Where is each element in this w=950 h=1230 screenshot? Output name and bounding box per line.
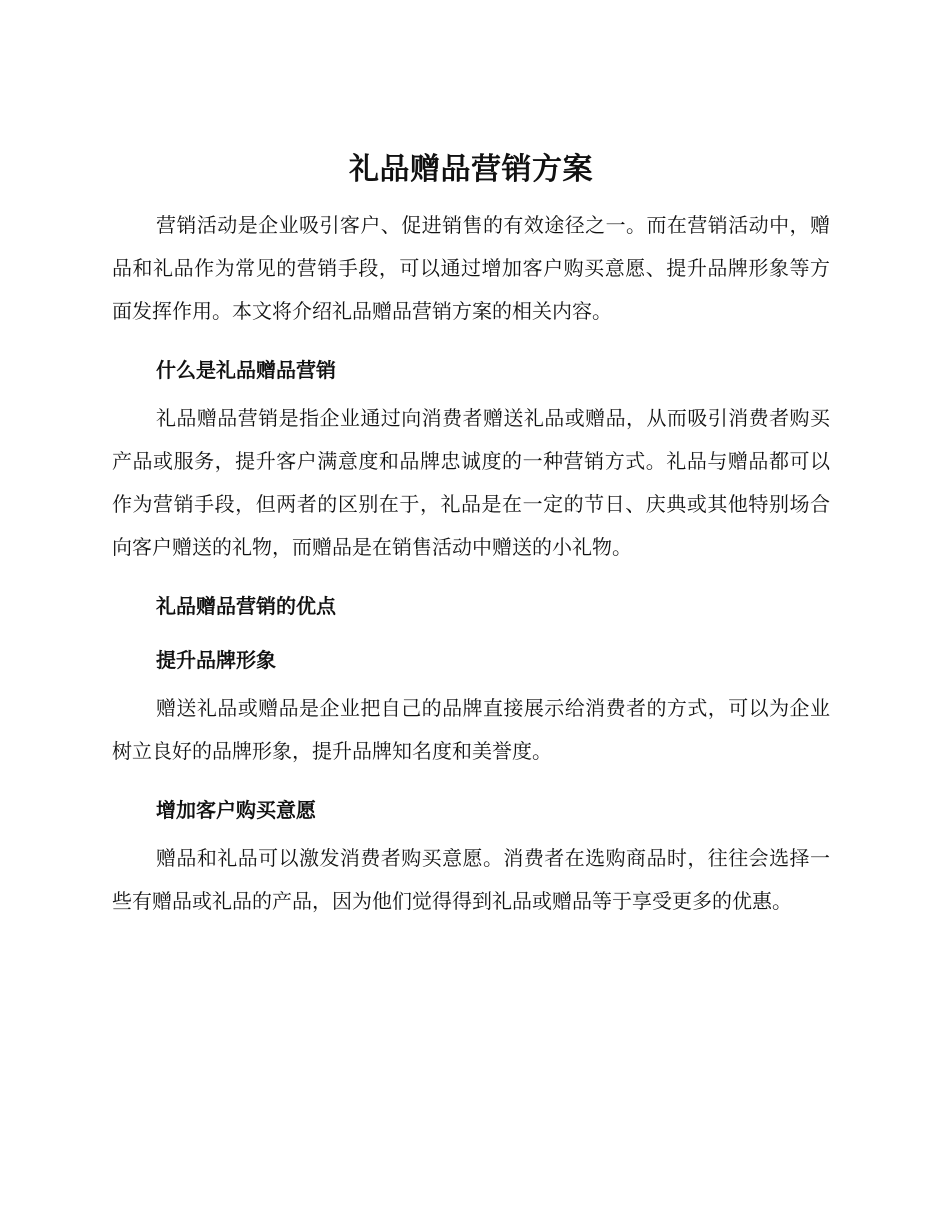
section-body-what-is: 礼品赠品营销是指企业通过向消费者赠送礼品或赠品，从而吸引消费者购买产品或服务，提升客户满意度和品牌忠诚度的一种营销方式。礼品与赠品都可以作为营销手段，但两者的区别在于，礼品是在一定的节日、庆典或其他特别场合向客户赠送的礼物，而赠品是在销售活动中赠送的小礼物。	[112, 406, 830, 559]
subsection-heading-brand-image: 提升品牌形象	[156, 648, 276, 672]
subsection-heading-purchase-intent: 增加客户购买意愿	[156, 798, 316, 822]
subsection-body-purchase-intent: 赠品和礼品可以激发消费者购买意愿。消费者在选购商品时，往往会选择一些有赠品或礼品的产品，因为他们觉得得到礼品或赠品等于享受更多的优惠。	[112, 846, 830, 913]
section-heading-what-is: 什么是礼品赠品营销	[156, 358, 336, 382]
document-title: 礼品赠品营销方案	[349, 152, 593, 187]
section-heading-advantages: 礼品赠品营销的优点	[156, 594, 336, 618]
document-page	[112, 148, 830, 923]
intro-paragraph: 营销活动是企业吸引客户、促进销售的有效途径之一。而在营销活动中，赠品和礼品作为常见的营销手段，可以通过增加客户购买意愿、提升品牌形象等方面发挥作用。本文将介绍礼品赠品营销方案的相关内容。	[112, 213, 830, 323]
subsection-body-brand-image: 赠送礼品或赠品是企业把自己的品牌直接展示给消费者的方式，可以为企业树立良好的品牌形象，提升品牌知名度和美誉度。	[112, 696, 830, 763]
